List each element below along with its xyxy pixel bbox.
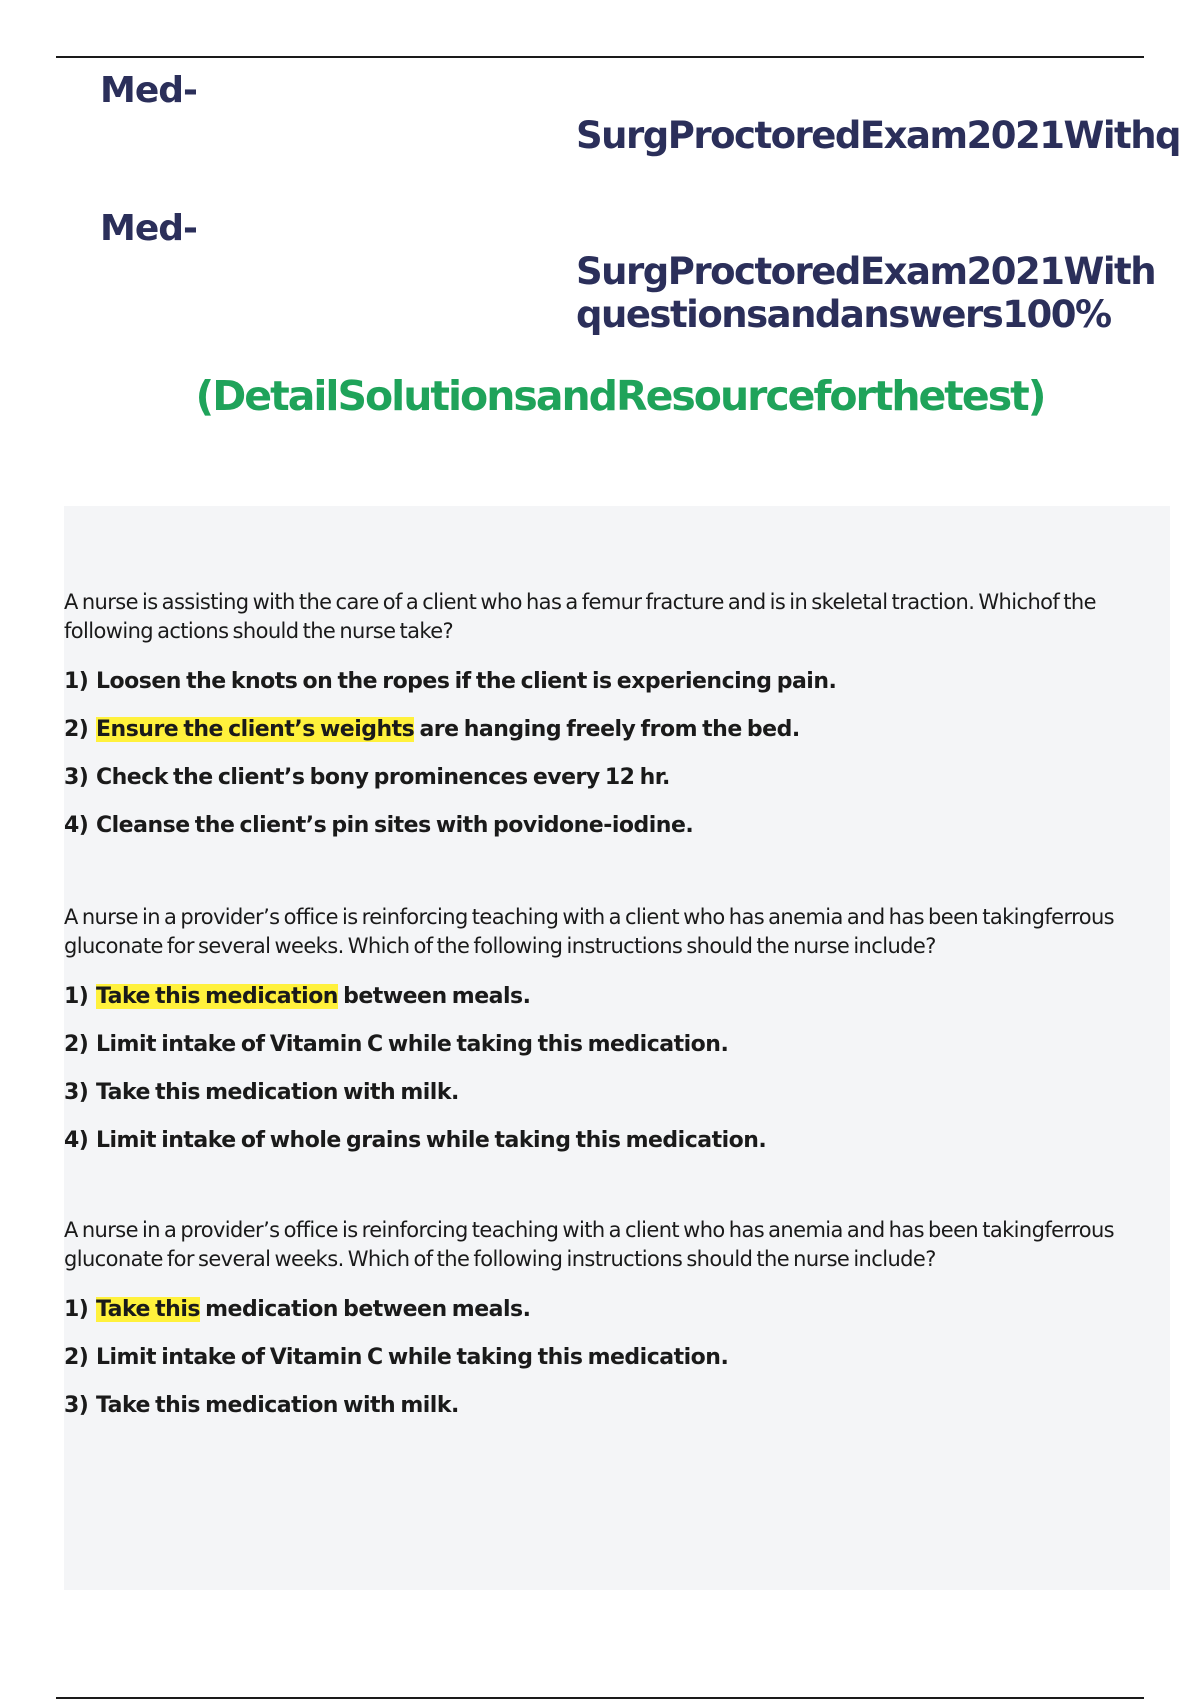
option-number: 3) [64,1080,89,1105]
option-text: Take this medication with milk. [96,1393,459,1418]
option-number: 4) [64,1128,89,1153]
option-number: 2) [64,1345,89,1370]
option-number: 1) [64,669,89,694]
question-block-1 [64,588,1170,850]
option-text: Check the client’s bony prominences every 12 hr. [96,765,670,790]
option-number: 3) [64,765,89,790]
answer-option [64,1021,1170,1069]
option-text: Limit intake of whole grains while taking this medication. [96,1128,767,1153]
option-text: Take this medication with milk. [96,1080,459,1105]
option-number: 2) [64,717,89,742]
answer-option [64,1117,1170,1165]
subtitle: (DetailSolutionsandResourceforthetest) [195,372,1045,420]
top-rule [56,56,1144,58]
option-number: 1) [64,984,89,1009]
answer-option [64,973,1170,1021]
question-block-2 [64,903,1170,1165]
answer-option [64,802,1170,850]
answer-option [64,706,1170,754]
option-text: are hanging freely from the bed. [414,717,800,742]
highlighted-text: Ensure the client’s weights [96,717,415,742]
answer-option [64,658,1170,706]
option-text: Limit intake of Vitamin C while taking this medication. [96,1032,729,1057]
option-text: Loosen the knots on the ropes if the client is experiencing pain. [96,669,837,694]
highlighted-text: Take this medication [96,984,338,1009]
question-block-3 [64,1216,1170,1430]
bottom-rule [56,1697,1144,1699]
option-number: 4) [64,813,89,838]
title-line2-right: SurgProctoredExam2021Withquestionsandanswers100% [576,250,1156,336]
option-text: medication between meals. [199,1297,531,1322]
answer-option [64,754,1170,802]
title-line2-left: Med- [100,208,197,249]
question-stem: A nurse is assisting with the care of a client who has a femur fracture and is in skeletal traction. Whichof the following actions should the nurse take? [64,590,1096,643]
title-line1-right: SurgProctoredExam2021Withq [576,114,1181,157]
answer-option [64,1069,1170,1117]
option-number: 1) [64,1297,89,1322]
title-line1-left: Med- [100,70,197,111]
answer-option [64,1382,1170,1430]
option-number: 3) [64,1393,89,1418]
option-text: between meals. [337,984,531,1009]
option-number: 2) [64,1032,89,1057]
question-stem: A nurse in a provider’s office is reinforcing teaching with a client who has anemia and has been takingferrous gluconate for several weeks. Which of the following instructions should the nurse include? [64,905,1114,958]
option-text: Limit intake of Vitamin C while taking this medication. [96,1345,729,1370]
option-text: Cleanse the client’s pin sites with povidone-iodine. [96,813,694,838]
question-stem: A nurse in a provider’s office is reinforcing teaching with a client who has anemia and has been takingferrous gluconate for several weeks. Which of the following instructions should the nurse include? [64,1218,1114,1271]
answer-option [64,1286,1170,1334]
highlighted-text: Take this [96,1297,200,1322]
answer-option [64,1334,1170,1382]
